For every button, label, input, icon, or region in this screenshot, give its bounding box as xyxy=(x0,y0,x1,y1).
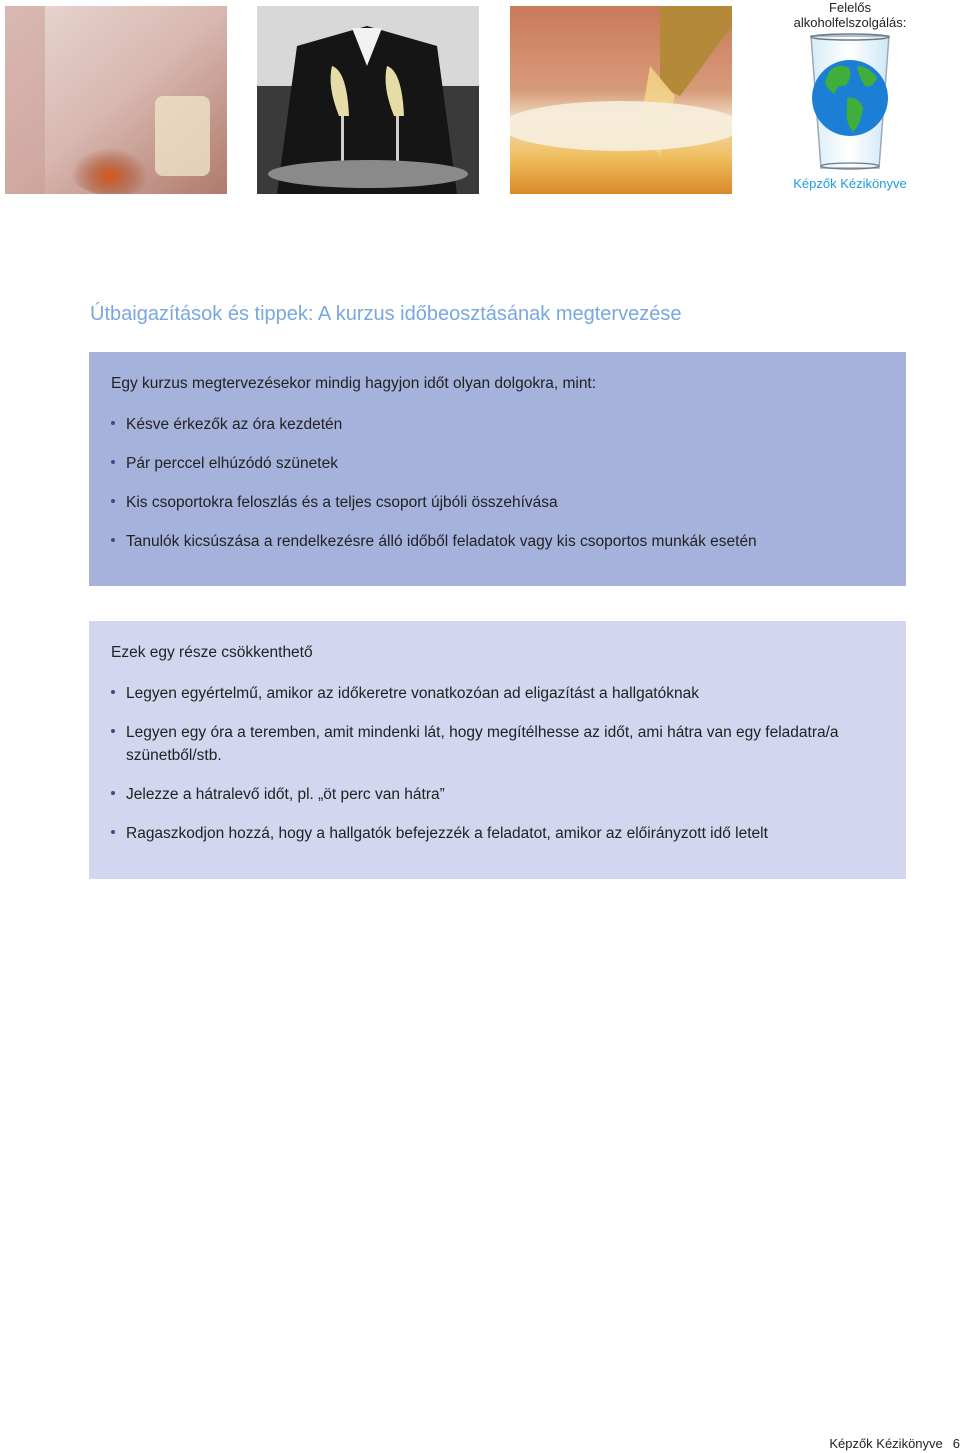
footer-label: Képzők Kézikönyve xyxy=(829,1436,943,1451)
bullet-icon xyxy=(111,460,115,464)
panel2-intro: Ezek egy része csökkenthető xyxy=(111,644,313,661)
list-item: Kis csoportokra feloszlás és a teljes csoport újbóli összehívása xyxy=(111,491,884,514)
reduction-tips-panel xyxy=(89,621,906,879)
drinks-glasses-photo xyxy=(5,6,227,194)
bullet-icon xyxy=(111,729,115,733)
list-item: Pár perccel elhúzódó szünetek xyxy=(111,452,884,475)
panel2-list xyxy=(111,682,884,845)
champagne-waiter-photo xyxy=(257,6,479,194)
globe-in-glass-icon xyxy=(807,32,893,174)
planning-tips-panel xyxy=(89,352,906,586)
panel1-list xyxy=(111,413,884,553)
panel1-intro: Egy kurzus megtervezésekor mindig hagyjon időt olyan dolgokra, mint: xyxy=(111,375,597,392)
page-footer xyxy=(829,1436,960,1451)
brand-subtitle: Képzők Kézikönyve xyxy=(793,176,907,191)
list-item: Ragaszkodjon hozzá, hogy a hallgatók befejezzék a feladatot, amikor az előirányzott idő letelt xyxy=(111,822,884,845)
list-item: Tanulók kicsúszása a rendelkezésre álló időből feladatok vagy kis csoportos munkák esetén xyxy=(111,530,884,553)
list-item: Legyen egyértelmű, amikor az időkeretre vonatkozóan ad eligazítást a hallgatóknak xyxy=(111,682,884,705)
bullet-icon xyxy=(111,791,115,795)
beer-pouring-photo xyxy=(510,6,732,194)
page-title: Útbaigazítások és tippek: A kurzus időbeosztásának megtervezése xyxy=(90,303,682,325)
bullet-icon xyxy=(111,690,115,694)
brand-title-line2: alkoholfelszolgálás: xyxy=(793,15,907,30)
bullet-icon xyxy=(111,421,115,425)
bullet-icon xyxy=(111,830,115,834)
brand-block xyxy=(780,0,920,191)
list-item: Késve érkezők az óra kezdetén xyxy=(111,413,884,436)
list-item: Jelezze a hátralevő időt, pl. „öt perc van hátra” xyxy=(111,783,884,806)
brand-title-line1: Felelős xyxy=(829,0,871,15)
page-number: 6 xyxy=(952,1436,960,1451)
bullet-icon xyxy=(111,538,115,542)
bullet-icon xyxy=(111,499,115,503)
list-item: Legyen egy óra a teremben, amit mindenki lát, hogy megítélhesse az időt, ami hátra van egy feladatra/a szünetből/stb. xyxy=(111,721,884,767)
